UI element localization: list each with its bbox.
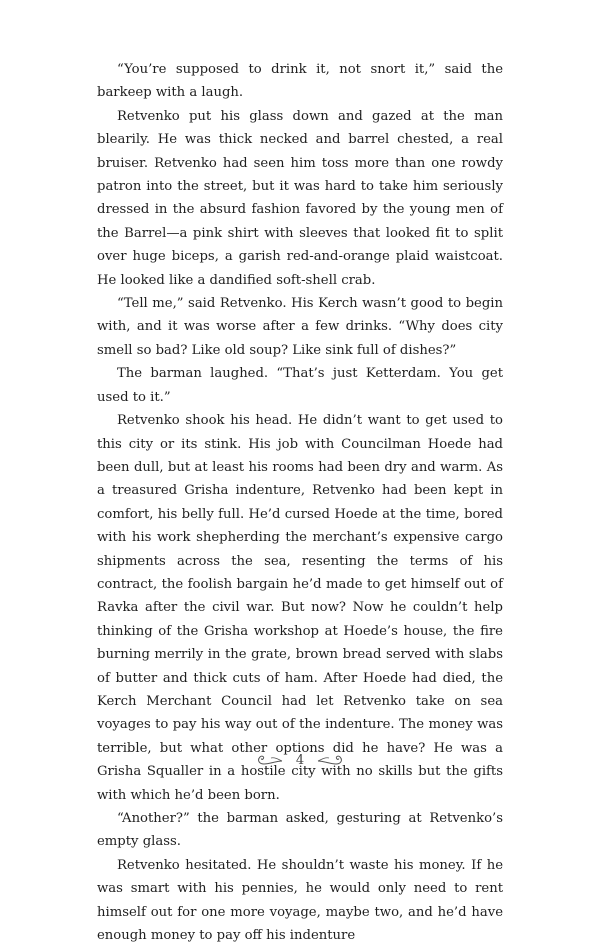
paragraph-6: “Another?” the barman asked, gesturing at Retvenko’s empty glass.	[97, 811, 503, 850]
page-number: 4	[295, 752, 305, 768]
paragraph-3: “Tell me,” said Retvenko. His Kerch wasn’t good to begin with, and it was worse after a few drinks. “Why does city smell so bad? Like old soup? Like sink full of dishes?”	[97, 296, 503, 358]
paragraph-4: The barman laughed. “That’s just Ketterdam. You get used to it.”	[97, 366, 503, 405]
page-footer	[0, 752, 600, 768]
flourish-left-icon	[254, 752, 284, 768]
paragraph-7: Retvenko hesitated. He shouldn’t waste his money. If he was smart with his pennies, he would only need to rent himself out for one more voyage, maybe two, and he’d have enough money to pay off his indenture	[97, 857, 503, 944]
flourish-right-icon	[316, 752, 346, 768]
book-page-text	[97, 58, 503, 947]
paragraph-1: “You’re supposed to drink it, not snort it,” said the barkeep with a laugh.	[97, 62, 503, 101]
paragraph-5: Retvenko shook his head. He didn’t want to get used to this city or its stink. His job with Councilman Hoede had been dull, but at least his rooms had been dry and warm. As a treasured Grisha indenture, Retvenko had been kept in comfort, his belly full. He’d cursed Hoede at the time, bored with his work shepherding the merchant’s expensive cargo shipments across the sea, resenting the terms of his contract, the foolish bargain he’d made to get himself out of Ravka after the civil war. But now? Now he couldn’t help thinking of the Grisha workshop at Hoede’s house, the fire burning merrily in the grate, brown bread served with slabs of butter and thick cuts of ham. After Hoede had died, the Kerch Merchant Council had let Retvenko take on sea voyages to pay his way out of the indenture. The money was terrible, but what other options did he have? He was a Grisha Squaller in a hostile city with no skills but the gifts with which he’d been born.	[97, 413, 503, 803]
paragraph-2: Retvenko put his glass down and gazed at the man blearily. He was thick necked and barrel chested, a real bruiser. Retvenko had seen him toss more than one rowdy patron into the street, but it was hard to take him seriously dressed in the absurd fashion favored by the young men of the Barrel—a pink shirt with sleeves that looked fit to split over huge biceps, a garish red-and-orange plaid waistcoat. He looked like a dandified soft-shell crab.	[97, 108, 503, 288]
